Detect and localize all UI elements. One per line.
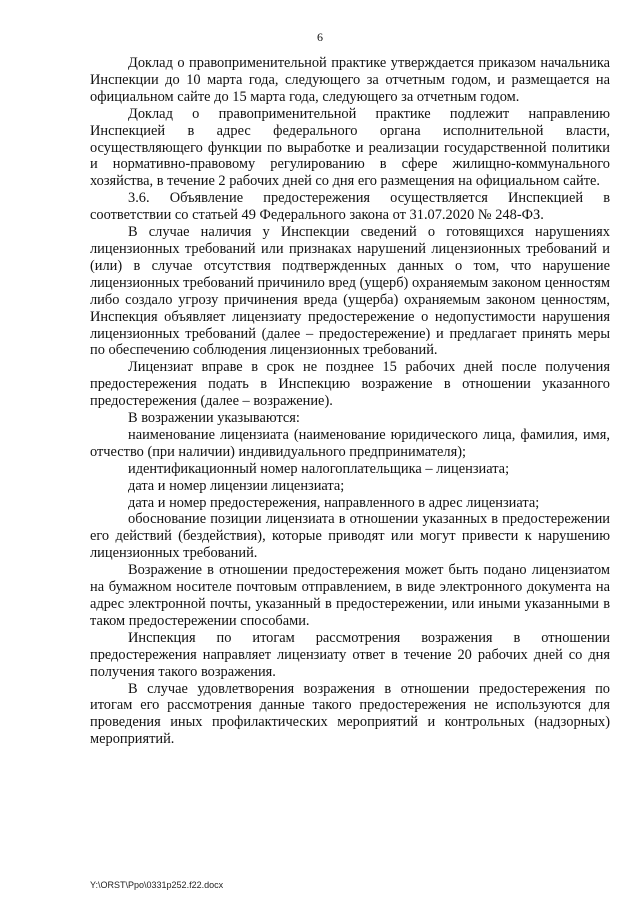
list-item-inn: идентификационный номер налогоплательщика – лицензиата; (128, 460, 510, 477)
paragraph-objection-contents-intro: В возражении указываются: (128, 410, 300, 427)
list-item-licensee-name: наименование лицензиата (наименование юридического лица, фамилия, имя, отчество (при наличии) индивидуального предпринимателя); (90, 426, 610, 460)
list-item-license-date-number: дата и номер лицензии лицензиата; (128, 477, 345, 494)
paragraph-warning-conditions: В случае наличия у Инспекции сведений о готовящихся нарушениях лицензионных требований или признаках нарушений лицензионных требований и (или) в случае отсутствия подтвержденных данных о том, что нарушение лицензионных требований причинило вред (ущерб) охраняемым законом ценностям либо создало угрозу причинения вреда (ущерба) охраняемым законом ценностям, Инспекция объявляет лицензиату предостережение о недопустимости нарушения лицензионных требований (далее – предостережение) и предлагает принять меры по обеспечению соблюдения лицензионных требований. (90, 224, 610, 359)
list-item-position-justification: обоснование позиции лицензиата в отношении указанных в предостережении его действий (бездействия), которые приводят или могут привести к нарушению лицензионных требований. (90, 511, 610, 562)
document-body (90, 55, 610, 748)
paragraph-report-approval: Доклад о правоприменительной практике утверждается приказом начальника Инспекции до 10 марта года, следующего за отчетным годом, и размещается на официальном сайте до 15 марта года, следующего за отчетным годом. (90, 55, 610, 105)
paragraph-3-6-warning: 3.6. Объявление предостережения осуществляется Инспекцией в соответствии со статьей 49 Федерального закона от 31.07.2020 № 248-ФЗ. (90, 190, 610, 224)
paragraph-objection-submission: Возражение в отношении предостережения может быть подано лицензиатом на бумажном носителе почтовым отправлением, в виде электронного документа на адрес электронной почты, указанный в предостережении, или иными указанными в таком предостережении способами. (90, 562, 610, 629)
page-number: 6 (317, 30, 323, 44)
paragraph-objection-response: Инспекция по итогам рассмотрения возражения в отношении предостережения направляет лицензиату ответ в течение 20 рабочих дней со дня получения такого возражения. (90, 629, 610, 680)
paragraph-objection-satisfaction: В случае удовлетворения возражения в отношении предостережения по итогам его рассмотрения данные такого предостережения не используются для проведения иных профилактических мероприятий и контрольных (надзорных) мероприятий. (90, 680, 610, 748)
list-item-warning-date-number: дата и номер предостережения, направленного в адрес лицензиата; (128, 494, 540, 511)
paragraph-report-submission: Доклад о правоприменительной практике подлежит направлению Инспекцией в адрес федерального органа исполнительной власти, осуществляющего функции по выработке и реализации государственной политики и нормативно-правовому регулированию в сфере жилищно-коммунального хозяйства, в течение 2 рабочих дней со дня его размещения на официальном сайте. (90, 105, 610, 190)
footer-file-path: Y:\ORST\Ppo\0331p252.f22.docx (90, 880, 224, 890)
paragraph-objection-right: Лицензиат вправе в срок не позднее 15 рабочих дней после получения предостережения подать в Инспекцию возражение в отношении указанного предостережения (далее – возражение). (90, 359, 610, 410)
